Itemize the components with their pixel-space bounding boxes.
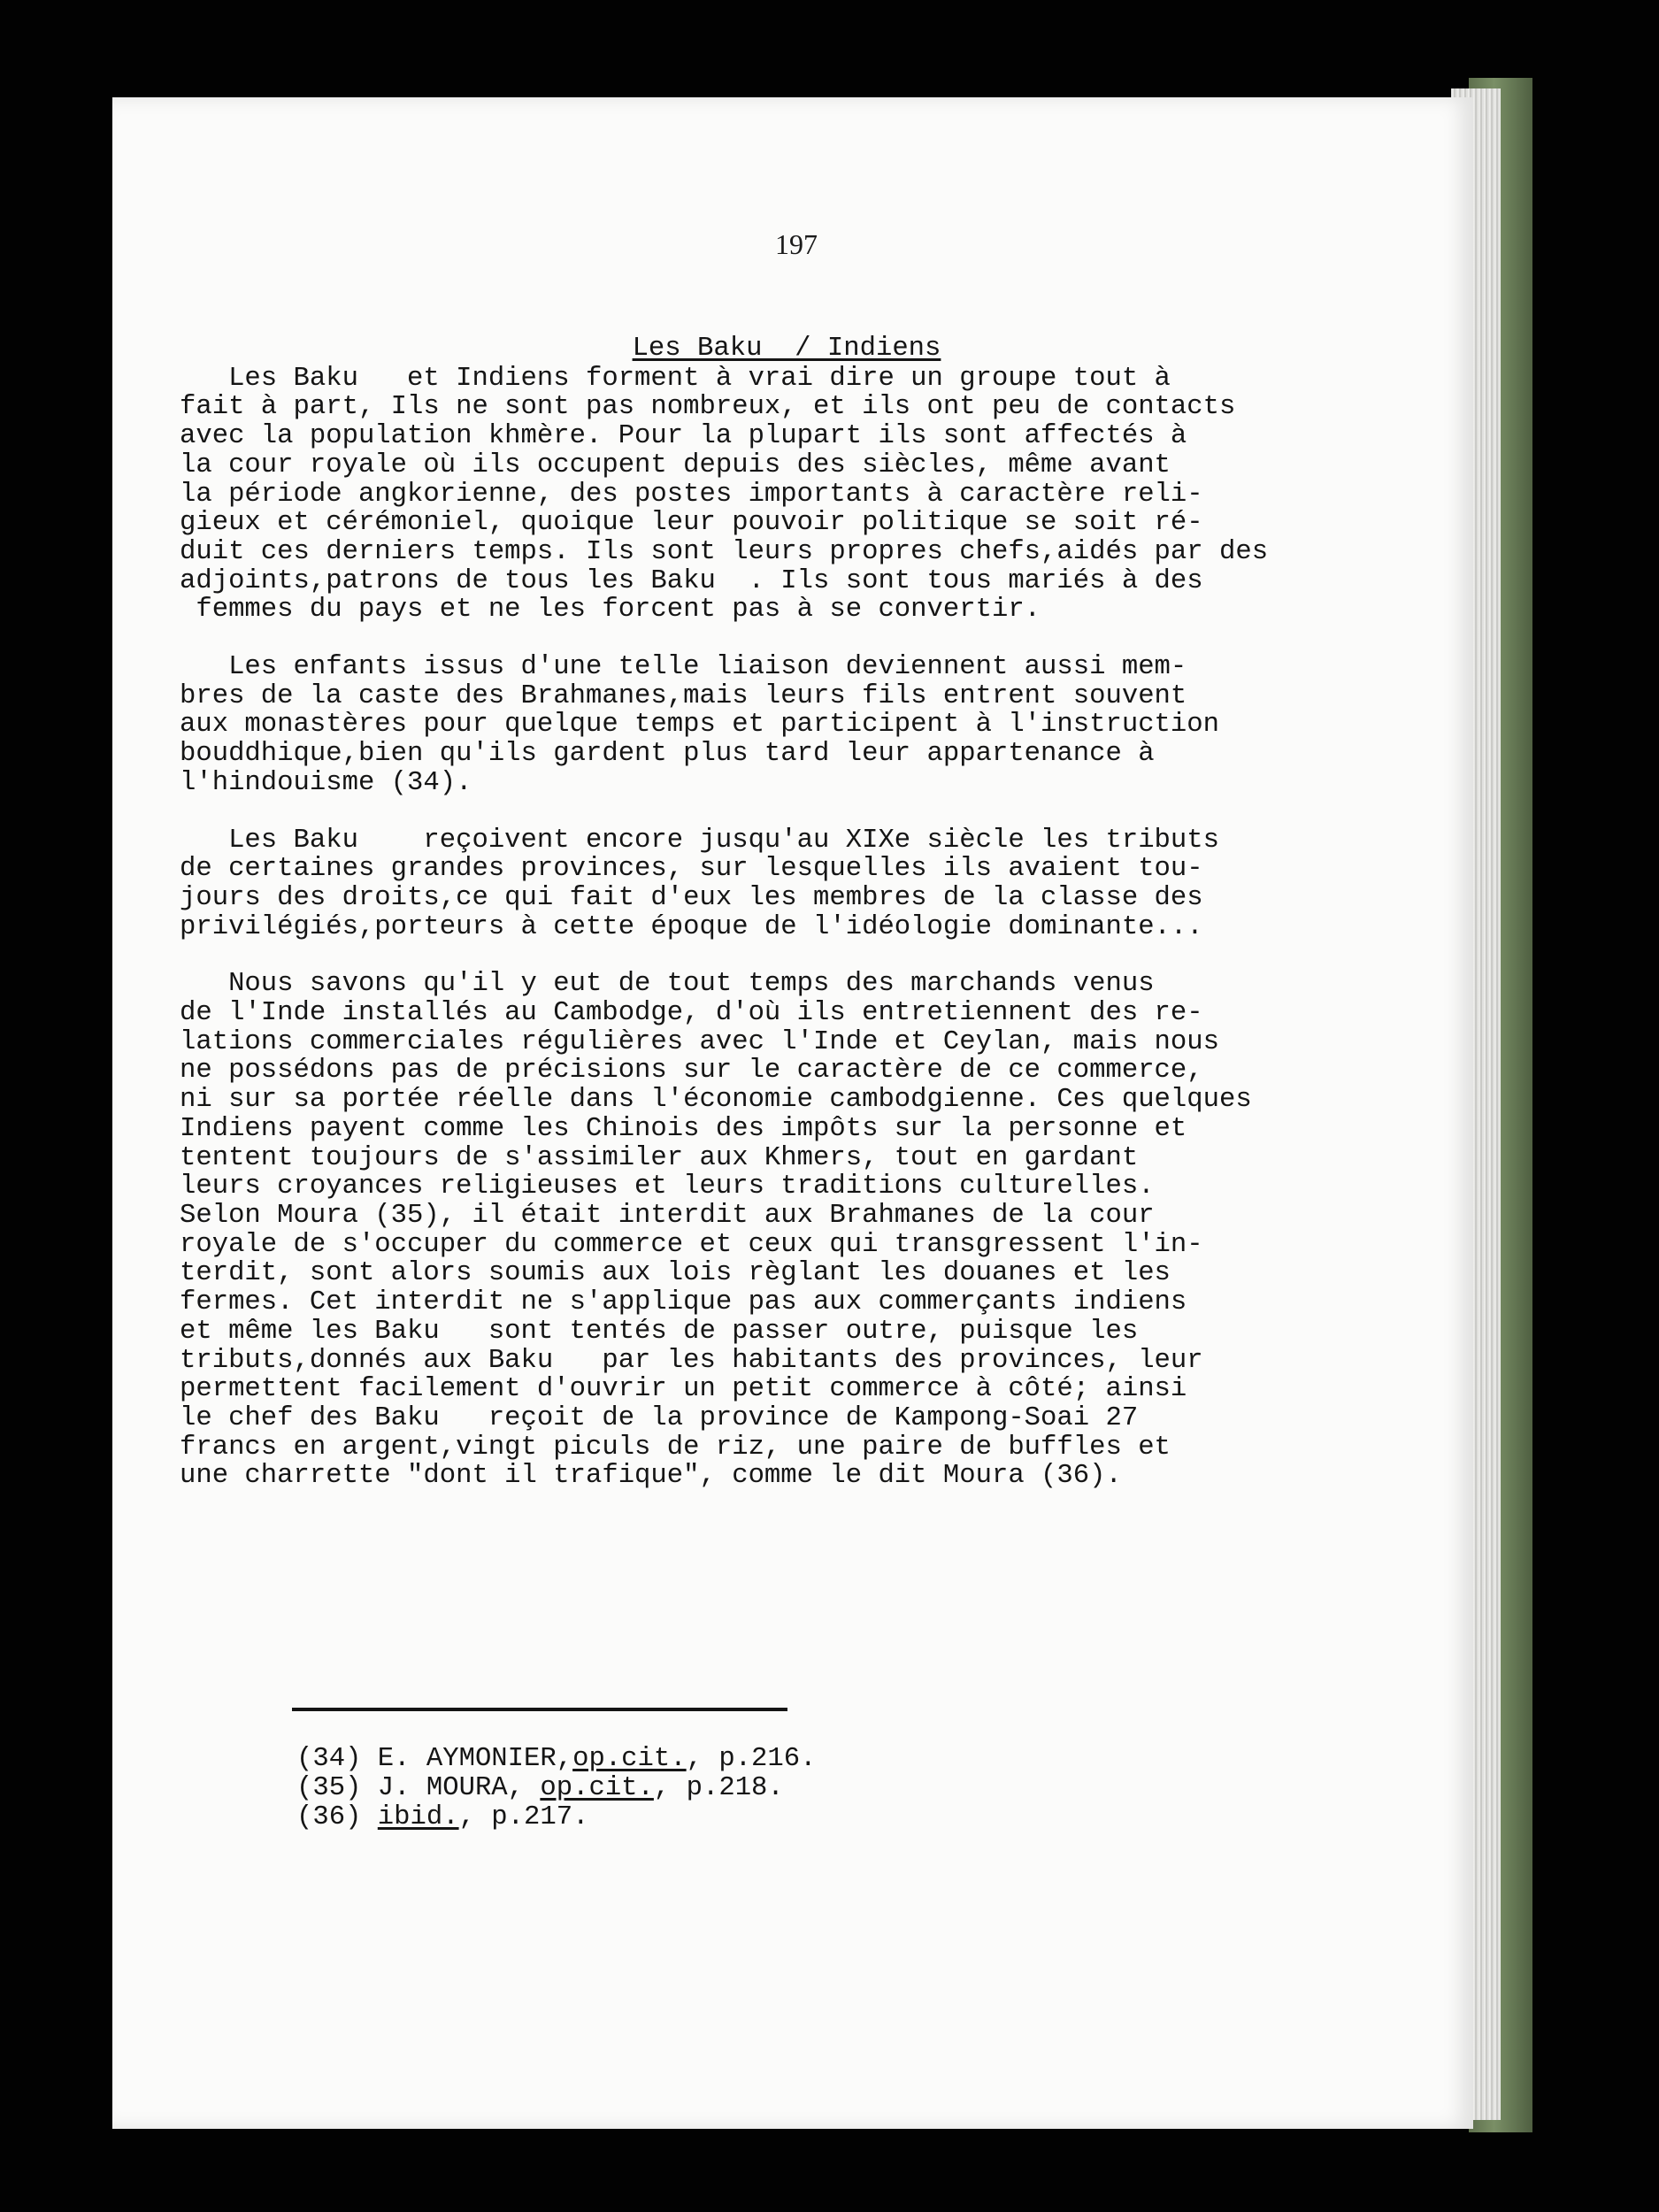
text-line: gieux et cérémoniel, quoique leur pouvoir politique se soit ré- [180, 508, 1203, 539]
text-line: ne possédons pas de précisions sur le caractère de ce commerce, [180, 1056, 1203, 1087]
body-text [180, 334, 1365, 1491]
footnote-author [361, 1802, 377, 1832]
footnote-number: (35) [296, 1773, 362, 1803]
footnote-page: , p.218. [653, 1773, 784, 1803]
text-line: duit ces derniers temps. Ils sont leurs propres chefs,aidés par des [180, 536, 1269, 567]
text-line: Les enfants issus d'une telle liaison deviennent aussi mem- [180, 652, 1187, 683]
page-number: 197 [775, 228, 818, 260]
footnote-author: E. AYMONIER, [361, 1744, 573, 1774]
text-line: jours des droits,ce qui fait d'eux les membres de la classe des [180, 882, 1203, 913]
text-line: privilégiés,porteurs à cette époque de l'idéologie dominante... [180, 911, 1203, 942]
text-line: tentent toujours de s'assimiler aux Khmers, tout en gardant [180, 1142, 1139, 1173]
text-line: l'hindouisme (34). [180, 767, 472, 798]
paragraph-gap [180, 625, 1365, 653]
footnote-35 [296, 1774, 817, 1803]
footnote-page: , p.216. [686, 1744, 817, 1774]
text-line: Les Baku reçoivent encore jusqu'au XIXe siècle les tributs [180, 825, 1219, 856]
footnotes [296, 1745, 817, 1832]
text-line: adjoints,patrons de tous les Baku . Ils sont tous mariés à des [180, 565, 1203, 596]
text-line: la période angkorienne, des postes importants à caractère reli- [180, 479, 1203, 510]
text-line: une charrette "dont il trafique", comme le dit Moura (36). [180, 1461, 1122, 1492]
text-line: bres de la caste des Brahmanes,mais leurs fils entrent souvent [180, 680, 1187, 711]
text-line: lations commerciales régulières avec l'Inde et Ceylan, mais nous [180, 1026, 1219, 1057]
footnote-separator [292, 1708, 787, 1711]
paragraph-2 [180, 653, 1365, 798]
text-line: ni sur sa portée réelle dans l'économie cambodgienne. Ces quelques [180, 1085, 1252, 1116]
paragraph-gap [180, 798, 1365, 826]
text-line: aux monastères pour quelque temps et participent à l'instruction [180, 710, 1219, 741]
footnote-34 [296, 1745, 817, 1774]
footnote-author: J. MOURA, [361, 1773, 541, 1803]
text-line: femmes du pays et ne les forcent pas à se convertir. [180, 595, 1041, 626]
footnote-reference: op.cit. [540, 1773, 654, 1803]
text-line: Indiens payent comme les Chinois des impôts sur la personne et [180, 1113, 1187, 1144]
paragraph-1 [180, 365, 1365, 625]
text-line: leurs croyances religieuses et leurs traditions culturelles. [180, 1171, 1155, 1202]
text-line: Les Baku et Indiens forment à vrai dire un groupe tout à [180, 363, 1171, 394]
text-line: le chef des Baku reçoit de la province de Kampong-Soai 27 [180, 1402, 1139, 1433]
text-line: fermes. Cet interdit ne s'applique pas aux commerçants indiens [180, 1287, 1187, 1318]
text-line: Nous savons qu'il y eut de tout temps des marchands venus [180, 969, 1155, 1000]
section-title: Les Baku / Indiens [632, 334, 941, 364]
text-line: la cour royale où ils occupent depuis des siècles, même avant [180, 449, 1171, 480]
text-line: francs en argent,vingt piculs de riz, une paire de buffles et [180, 1432, 1171, 1463]
text-line: de certaines grandes provinces, sur lesquelles ils avaient tou- [180, 854, 1203, 885]
text-line: royale de s'occuper du commerce et ceux qui transgressent l'in- [180, 1229, 1203, 1260]
footnote-36 [296, 1803, 817, 1832]
text-line: terdit, sont alors soumis aux lois règlant les douanes et les [180, 1258, 1171, 1289]
text-line: avec la population khmère. Pour la plupart ils sont affectés à [180, 421, 1187, 452]
paragraph-3 [180, 826, 1365, 942]
text-line: bouddhique,bien qu'ils gardent plus tard leur appartenance à [180, 739, 1155, 770]
paragraph-gap [180, 941, 1365, 970]
paragraph-4 [180, 970, 1365, 1491]
footnote-number: (36) [296, 1802, 362, 1832]
footnote-reference: op.cit. [572, 1744, 687, 1774]
text-line: permettent facilement d'ouvrir un petit commerce à côté; ainsi [180, 1374, 1187, 1405]
text-line: et même les Baku sont tentés de passer outre, puisque les [180, 1316, 1139, 1347]
text-line: fait à part, Ils ne sont pas nombreux, et ils ont peu de contacts [180, 392, 1236, 423]
text-line: tributs,donnés aux Baku par les habitants des provinces, leur [180, 1345, 1203, 1376]
footnote-page: , p.217. [458, 1802, 589, 1832]
footnote-reference: ibid. [377, 1802, 459, 1832]
text-line: de l'Inde installés au Cambodge, d'où ils entretiennent des re- [180, 998, 1203, 1029]
footnote-number: (34) [296, 1744, 362, 1774]
text-line: Selon Moura (35), il était interdit aux Brahmanes de la cour [180, 1200, 1155, 1231]
